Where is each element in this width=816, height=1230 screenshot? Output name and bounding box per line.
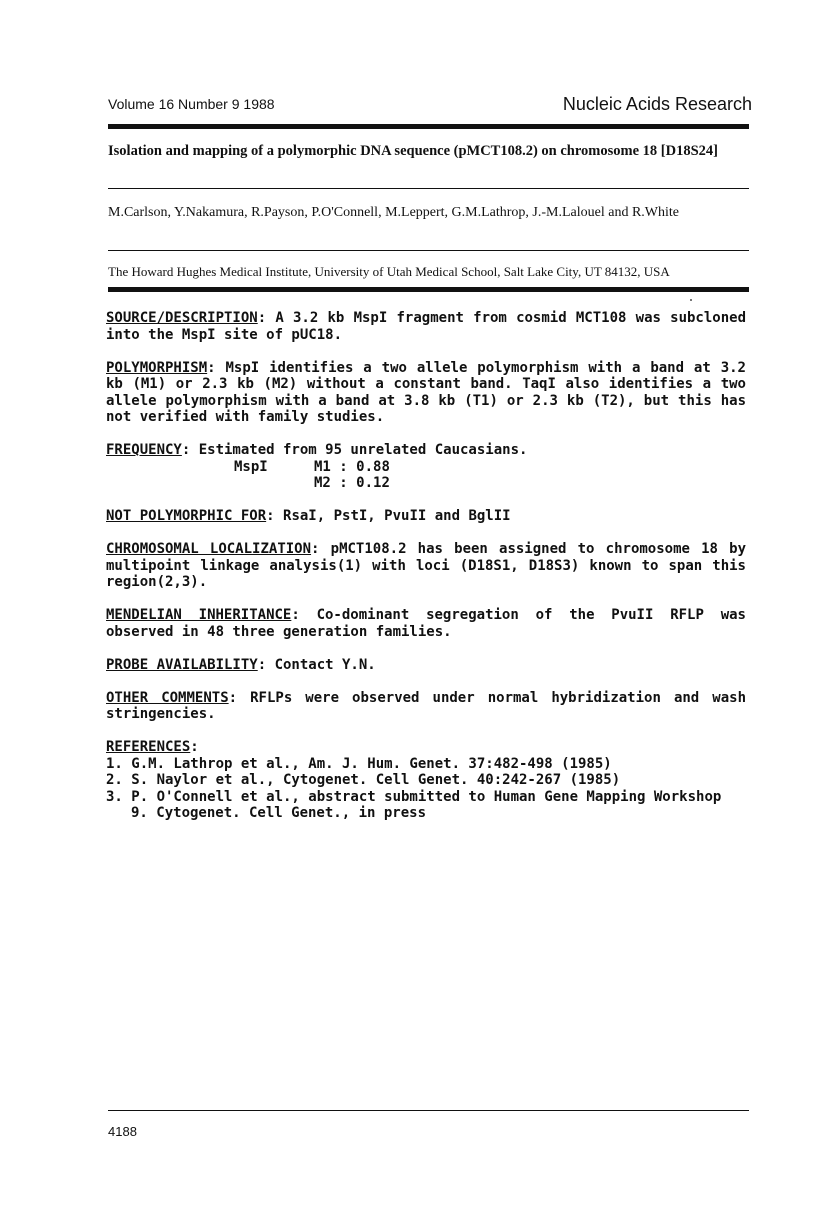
section-label: FREQUENCY	[106, 442, 182, 458]
not-polymorphic-section	[106, 508, 746, 525]
enzyme-name: MspI	[234, 458, 268, 475]
section-label: POLYMORPHISM	[106, 359, 208, 376]
localization-section	[106, 541, 746, 591]
probe-report	[106, 310, 746, 822]
polymorphism-section	[106, 360, 746, 426]
allele-frequency: 0.12	[356, 475, 390, 491]
availability-section	[106, 657, 746, 674]
comments-section	[106, 690, 746, 723]
reference-item: 3. P. O'Connell et al., abstract submitted to Human Gene Mapping Workshop 9. Cytogenet. Cell Genet., in press	[106, 788, 722, 821]
reference-item: 2. S. Naylor et al., Cytogenet. Cell Genet. 40:242-267 (1985)	[106, 772, 621, 788]
section-label: MENDELIAN INHERITANCE	[106, 607, 292, 623]
source-section	[106, 310, 746, 343]
section-text: : MspI identifies a two allele polymorphism with a band at 3.2 kb (M1) or 2.3 kb (M2) without a constant band. TaqI also identifies a two allele polymorphism with a band at 3.8 kb (T1) or 2.3 kb (T2), but this has not verified with family studies.	[106, 359, 746, 425]
frequency-row: MspI M1 : 0.88	[234, 458, 390, 475]
author-list: M.Carlson, Y.Nakamura, R.Payson, P.O'Connell, M.Leppert, G.M.Lathrop, J.-M.Lalouel and R.White	[108, 205, 680, 220]
title-rule	[108, 188, 749, 189]
reference-item: 1. G.M. Lathrop et al., Am. J. Hum. Genet. 37:482-498 (1985)	[106, 755, 612, 772]
journal-issue: Volume 16 Number 9 1988	[108, 96, 275, 112]
authors-rule	[108, 250, 749, 251]
section-label: PROBE AVAILABILITY	[106, 656, 258, 673]
affiliation: The Howard Hughes Medical Institute, University of Utah Medical School, Salt Lake City, UT 84132, USA	[108, 264, 670, 279]
section-text: : RFLPs were observed under normal hybridization and wash stringencies.	[106, 689, 746, 722]
section-text: : pMCT108.2 has been assigned to chromosome 18 by multipoint linkage analysis(1) with loci (D18S1, D18S3) known to span this region(2,3).	[106, 541, 746, 590]
journal-name: Nucleic Acids Research	[562, 94, 752, 114]
section-label: OTHER COMMENTS	[106, 689, 229, 706]
references-section	[106, 739, 746, 822]
allele-name: M2	[314, 475, 331, 491]
header-rule	[108, 124, 749, 129]
section-text: : Contact Y.N.	[257, 656, 376, 673]
section-text: : A 3.2 kb MspI fragment from cosmid MCT108 was subcloned into the MspI site of pUC18.	[106, 310, 746, 343]
section-text: : Co-dominant segregation of the PvuII RFLP was observed in 48 three generation families.	[106, 607, 746, 640]
allele-frequency: 0.88	[356, 458, 390, 475]
inheritance-section	[106, 607, 746, 640]
page-number: 4188	[108, 1124, 137, 1139]
section-label: SOURCE/DESCRIPTION	[106, 310, 258, 326]
section-label: CHROMOSOMAL LOCALIZATION	[106, 541, 312, 557]
affiliation-rule	[108, 287, 749, 292]
article-title: Isolation and mapping of a polymorphic DNA sequence (pMCT108.2) on chromosome 18 [D18S24]	[108, 143, 718, 159]
section-text: : RsaI, PstI, PvuII and BglII	[266, 508, 511, 524]
section-colon: :	[190, 739, 199, 755]
section-label: NOT POLYMORPHIC FOR	[106, 508, 267, 524]
frequency-section	[106, 442, 746, 492]
section-text: : Estimated from 95 unrelated Caucasians.	[181, 442, 528, 458]
allele-name: M1	[314, 458, 331, 475]
footer-rule	[108, 1110, 749, 1111]
section-label: REFERENCES	[106, 739, 191, 755]
frequency-row: M2 : 0.12	[314, 475, 390, 491]
stray-mark	[690, 299, 692, 301]
